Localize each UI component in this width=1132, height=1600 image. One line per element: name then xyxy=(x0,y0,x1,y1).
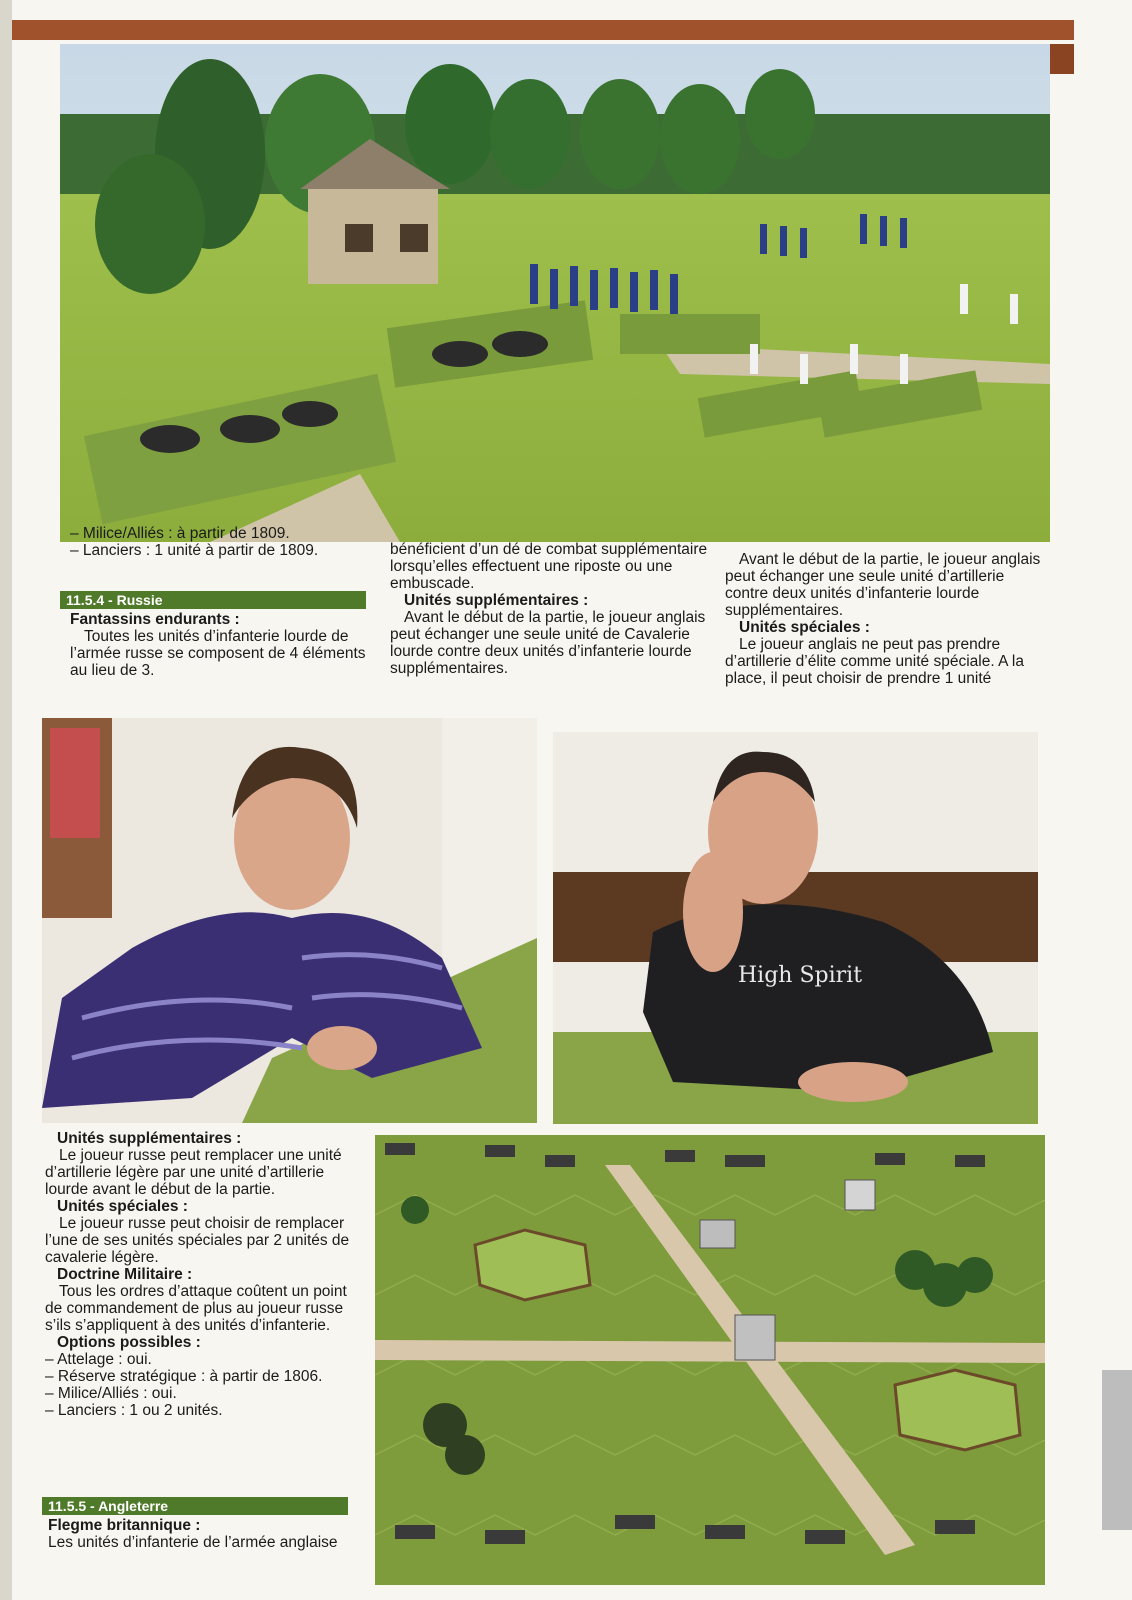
left-top-column xyxy=(70,525,370,559)
paragraph: Avant le début de la partie, le joueur anglais peut échanger une seule unité d’artillerie contre deux unités d’infanterie lourde supplémentaires. xyxy=(725,551,1041,619)
subheading: Unités supplémentaires : xyxy=(404,592,589,609)
left-bottom-column xyxy=(45,1130,355,1419)
middle-top-column xyxy=(390,541,710,677)
paragraph: Le joueur anglais ne peut pas prendre d’artillerie d’élite comme unité spéciale. A la place, il peut choisir de prendre 1 unité xyxy=(725,636,1024,687)
england-text xyxy=(48,1517,368,1551)
paragraph: Les unités d’infanterie de l’armée anglaise xyxy=(48,1534,338,1551)
header-band xyxy=(12,20,1074,40)
russia-text xyxy=(70,611,370,679)
right-top-column xyxy=(725,551,1045,687)
subheading: Fantassins endurants : xyxy=(70,611,240,628)
list-item: – Réserve stratégique : à partir de 1806. xyxy=(45,1368,323,1385)
paragraph: Avant le début de la partie, le joueur anglais peut échanger une seule unité de Cavalerie lourde contre deux unités d’infanterie lourde supplémentaires. xyxy=(390,609,706,677)
list-item: – Milice/Alliés : oui. xyxy=(45,1385,177,1402)
russia-heading: 11.5.4 - Russie xyxy=(60,591,366,609)
subheading: Options possibles : xyxy=(57,1334,201,1351)
page-left-margin xyxy=(0,0,12,1600)
list-item: – Attelage : oui. xyxy=(45,1351,152,1368)
subheading: Unités supplémentaires : xyxy=(57,1130,242,1147)
list-item: – Lanciers : 1 ou 2 unités. xyxy=(45,1402,223,1419)
player-portrait-left xyxy=(42,718,537,1123)
tshirt-print: High Spirit xyxy=(738,963,863,988)
list-item: – Lanciers : 1 unité à partir de 1809. xyxy=(70,542,319,559)
hex-board-overhead xyxy=(375,1135,1045,1585)
subheading: Unités spéciales : xyxy=(57,1198,188,1215)
list-item: – Milice/Alliés : à partir de 1809. xyxy=(70,525,290,542)
battle-scene-photo xyxy=(60,44,1050,542)
subheading: Flegme britannique : xyxy=(48,1517,201,1534)
paragraph: Toutes les unités d’infanterie lourde de l’armée russe se composent de 4 éléments au lieu de 3. xyxy=(70,628,366,679)
adjacent-page-edge xyxy=(1102,1370,1132,1530)
paragraph: Le joueur russe peut remplacer une unité d’artillerie légère par une unité d’artillerie lourde avant le début de la partie. xyxy=(45,1147,342,1198)
subheading: Unités spéciales : xyxy=(739,619,870,636)
paragraph: bénéficient d’un dé de combat supplémentaire lorsqu’elles effectuent une riposte ou une embuscade. xyxy=(390,541,708,592)
subheading: Doctrine Militaire : xyxy=(57,1266,193,1283)
england-heading: 11.5.5 - Angleterre xyxy=(42,1497,348,1515)
paragraph: Tous les ordres d’attaque coûtent un point de commandement de plus au joueur russe s’ils s’appliquent à des unités d’infanterie. xyxy=(45,1283,347,1334)
player-portrait-right xyxy=(553,732,1038,1124)
paragraph: Le joueur russe peut choisir de remplacer l’une de ses unités spéciales par 2 unités de cavalerie légère. xyxy=(45,1215,350,1266)
